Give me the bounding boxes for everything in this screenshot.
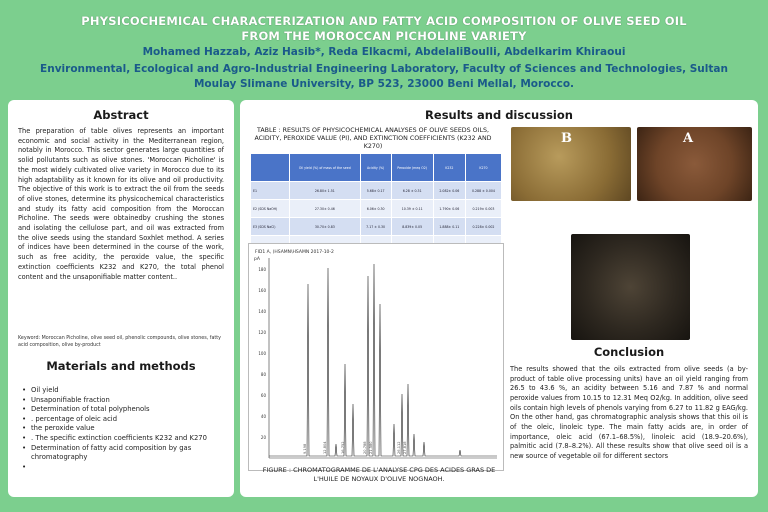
y-tick-label: 80 — [260, 372, 266, 377]
conclusion-text: The results showed that the oils extracted from olive seeds (a by-product of table olive processing units) have an oil yield ranging from 26.5 to 43.6 %, an acidity between 5.16 and 7.87 % and normal peroxide values from 10.15 to 12.31 Meq O2/kg. In addition, olive seed oils contain high levels of phenols varying from 6.27 to 11.82 g EAG/kg. On the other hand, gas chromatographic analysis shows that this oil is of the oleic, linoleic type. The main fatty acids are, in order of importance, oleic acid (67.1–68.5%), linoleic acid (18.9–20.6%), palmitic acid (7.8–8.2%). All these results show that olive seed oil is a new source of vegetable oil for different sectors — [510, 365, 748, 460]
y-tick-label: 120 — [258, 330, 266, 335]
table-header-cell: Oil yield (%) of mass of the seed — [289, 154, 360, 182]
y-tick-label: 40 — [260, 414, 266, 419]
chromatogram-header: FID1 A, (HSAMN\HSAMN 2017-10-2 — [255, 250, 334, 255]
table-cell: 6.28 ± 0.31 — [391, 182, 433, 200]
peak-label: 27.818 — [403, 441, 407, 454]
authors-line: Mohamed Hazzab, Aziz Hasib*, Reda Elkacmi, AbdelaliBoulli, Abdelkarim Khiraoui — [142, 46, 626, 58]
chromatogram-figure — [248, 243, 504, 471]
table-cell: 1.790± 0.06 — [433, 200, 465, 218]
chromatogram-trace — [269, 264, 497, 456]
conclusion-heading: Conclusion — [593, 345, 665, 359]
peak-label: 20.788 — [363, 441, 367, 454]
methods-list — [22, 386, 226, 463]
table-cell: 26.80± 1.51 — [289, 182, 360, 200]
y-tick-label: 140 — [258, 309, 266, 314]
olive-stones-photo — [637, 127, 752, 201]
chromatogram-unit: pA — [254, 257, 260, 262]
abstract-text: The preparation of table olives represents an important economic and social activity in the Mediterranean region, notably in Morocco. This sector generates large quantities of solid pollutants such as olive stones. 'Moroccan Picholine' is the most widely cultivated olive variety in Morocco due to its high adaptability as it known for its olive and oil productivity. The objective of this work is to extract the oil from the seeds of olive stones, determine its physicochemical characteristics and study its fatty acid composition from the Moroccan Picholine. The seeds were obtainedby crushing the stones and isolating the cellulose part, and oil was extracted from the olive seeds using the standard Soxhlet method. A series of indices have been determined in the course of the work, such as free acidity, the peroxide value, the specific extinction coefficients K232 and K270, the total phenol content and the unsaponifiable matter content.. — [18, 127, 224, 281]
keywords: Keyword: Moroccan Picholine, olive seed oil, phenolic compounds, olive stones, fatty acid composition, olive by-product — [18, 336, 221, 348]
table-header-cell: Acidity (%) — [360, 154, 391, 182]
peak-label: 26.112 — [397, 441, 401, 454]
list-item: • . The specific extinction coefficients K232 and K270 — [22, 434, 226, 444]
photo-label-b: B — [561, 131, 572, 146]
table-cell: 7.17 ± 0.30 — [360, 218, 391, 236]
methods-heading: Materials and methods — [46, 359, 196, 373]
list-item: • Unsaponifiable fraction — [22, 396, 226, 406]
table-title: TABLE : RESULTS OF PHYSICOCHEMICAL ANALYSES OF OLIVE SEEDS OILS, ACIDITY, PEROXIDE VALUE (PI), AND EXTINCTION COEFFICIENTS (K232 AND K270) — [254, 127, 492, 150]
y-tick-label: 160 — [258, 288, 266, 293]
left-panel — [8, 100, 234, 497]
peak-label: 21.580 — [369, 441, 373, 454]
list-item: • . percentage of oleic acid — [22, 415, 226, 425]
table-header-row — [251, 154, 502, 182]
list-item: • Determination of fatty acid composition by gas chromatography — [22, 444, 226, 463]
table-cell: 0.288 ± 0.004 — [465, 182, 501, 200]
y-tick-label: 180 — [258, 267, 266, 272]
table-cell: 27.30± 0.46 — [289, 200, 360, 218]
olive-seeds-photo — [511, 127, 631, 201]
table-cell: 5.68± 0.17 — [360, 182, 391, 200]
table-header-cell: K270 — [465, 154, 501, 182]
affiliation-line: Environmental, Ecological and Agro-Industrial Engineering Laboratory, Faculty of Sciences and Technologies, Sultan Moulay Slimane University, BP 523, 23000 Beni Mellal, Morocco. — [40, 63, 728, 90]
table-row — [251, 218, 502, 236]
table-cell: 0.228± 0.002 — [465, 218, 501, 236]
table-cell: 8.839± 0.05 — [391, 218, 433, 236]
poster-title: PHYSICOCHEMICAL CHARACTERIZATION AND FATTY ACID COMPOSITION OF OLIVE SEED OIL FROM THE MOROCCAN PICHOLINE VARIETY — [81, 14, 687, 43]
table-cell: 30.70± 0.83 — [289, 218, 360, 236]
table-header-cell: Peroxide (meq O2) — [391, 154, 433, 182]
table-row — [251, 182, 502, 200]
y-tick-label: 20 — [260, 435, 266, 440]
table-cell: 6.06± 0.30 — [360, 200, 391, 218]
poster-header — [0, 0, 768, 98]
table-cell: 2.082± 0.06 — [433, 182, 465, 200]
right-panel — [240, 100, 758, 497]
table-cell: 0.219± 0.003 — [465, 200, 501, 218]
table-cell: 10.39 ± 0.11 — [391, 200, 433, 218]
olive-seeds-closeup-photo — [571, 234, 690, 340]
list-item: • the peroxide value — [22, 424, 226, 434]
abstract-heading: Abstract — [93, 108, 149, 122]
table-cell: E1 — [251, 182, 290, 200]
y-tick-label: 100 — [258, 351, 266, 356]
y-tick-label: 60 — [260, 393, 266, 398]
list-item: • Oil yield — [22, 386, 226, 396]
list-item: • Determination of total polyphenols — [22, 405, 226, 415]
chromatogram-svg — [249, 244, 503, 470]
peak-label: 12.804 — [323, 441, 327, 454]
peak-label: 9.198 — [303, 443, 307, 454]
table-cell: 1.888± 0.11 — [433, 218, 465, 236]
photo-label-a: A — [683, 131, 694, 146]
peak-label: 16.752 — [341, 441, 345, 454]
table-header-cell: K232 — [433, 154, 465, 182]
figure-caption: FIGURE : CHROMATOGRAMME DE L'ANALYSE CPG DES ACIDES GRAS DE L'HUILE DE NOYAUX D'OLIVE NOGNAOH. — [262, 466, 496, 483]
table-row — [251, 200, 502, 218]
results-heading: Results and discussion — [425, 108, 573, 122]
peak-labels — [303, 441, 407, 454]
table-header-cell — [251, 154, 290, 182]
table-cell: E2 (SDS NaOH) — [251, 200, 290, 218]
table-cell: E3 (SDS NaCl) — [251, 218, 290, 236]
